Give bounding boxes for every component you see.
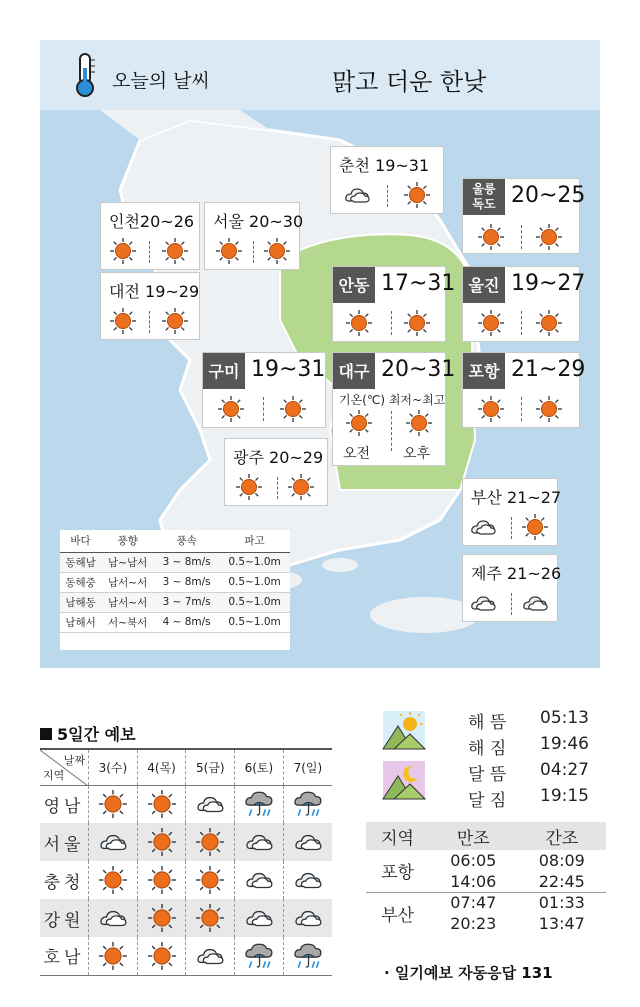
city-label: 광주 20~29 [233,448,324,467]
sun-icon [98,789,128,819]
tide-low: 13:47 [538,914,585,933]
forecast-cell [186,823,235,861]
city-tag: 울진 [463,267,505,303]
forecast-day: 6(토) [235,749,284,785]
forecast-region: 충청 [40,861,89,899]
forecast-row [40,899,332,937]
forecast-title: 5일간 예보 [40,722,136,745]
sea-conditions-table [60,530,290,650]
tide-high: 07:47 [429,892,517,913]
sun-icon [477,309,505,337]
forecast-cell [283,785,332,823]
legend-pm: 오후 [403,446,431,462]
sun-icon [147,827,177,857]
forecast-row [40,823,332,861]
sea-cell: 3 ~ 7m/s [154,592,219,612]
tide-table [366,822,606,934]
city-tag: 대구 [333,353,375,389]
city-card-ulleung-dokdo [462,178,586,254]
city-label: 춘천 19~31 [339,156,430,175]
sun-icon [287,473,315,501]
forecast-cell [283,823,332,861]
cloud-icon [195,941,225,971]
sea-row [60,592,290,612]
city-card-daegu [332,352,456,466]
sea-row [60,552,290,572]
forecast-row [40,937,332,975]
forecast-cell [89,861,138,899]
city-card-chuncheon [330,146,444,214]
cloud-icon [98,903,128,933]
cloud-icon [469,589,497,617]
forecast-region: 호남 [40,937,89,975]
five-day-forecast-table [40,748,332,976]
forecast-cell [235,899,284,937]
sun-icon [195,865,225,895]
forecast-corner: 날짜 지역 [40,749,89,785]
sun-icon [405,409,433,437]
rain-icon [244,789,274,819]
moonrise-icon [382,760,426,800]
city-card-andong [332,266,456,342]
land-island [322,558,358,572]
city-tag: 울릉 독도 [463,179,505,215]
forecast-cell [283,899,332,937]
forecast-day: 3(수) [89,749,138,785]
forecast-cell [186,785,235,823]
sea-header-row [60,530,290,552]
tide-header-row [366,822,606,850]
sun-icon [109,237,137,265]
forecast-header-row [40,749,332,785]
sun-icon [217,395,245,423]
cloud-icon [521,589,549,617]
sea-cell: 남서~서 [101,572,154,592]
forecast-row [40,861,332,899]
city-card-daejeon [100,272,200,340]
sun-icon [521,513,549,541]
temp-range: 21~29 [511,357,586,382]
forecast-cell [235,785,284,823]
legend-caption: 기온(℃) 최저~최고 [339,393,446,407]
sun-icon [109,307,137,335]
tide-header: 간조 [518,822,606,850]
sunset-row: 해 짐 19:46 [468,734,589,759]
forecast-region: 강원 [40,899,89,937]
sun-icon [147,789,177,819]
weather-map-panel [40,40,600,668]
square-bullet-icon [40,728,52,740]
rain-icon [293,789,323,819]
cloud-icon [343,181,371,209]
sun-icon [147,903,177,933]
sea-header: 풍향 [101,530,154,552]
tide-high: 06:05 [450,851,497,870]
temp-range: 19~27 [511,271,586,296]
sun-icon [535,395,563,423]
forecast-cell [137,785,186,823]
forecast-cell [186,937,235,975]
sun-icon [345,309,373,337]
sea-cell: 0.5~1.0m [219,572,290,592]
sun-icon [161,237,189,265]
city-tag: 안동 [333,267,375,303]
forecast-cell [137,861,186,899]
city-label: 서울 20~30 [213,212,304,231]
sea-cell: 동해남 [60,552,101,572]
forecast-day: 5(금) [186,749,235,785]
tide-low: 22:45 [538,871,585,891]
temp-range: 17~31 [381,271,456,296]
sea-cell: 서~북서 [101,612,154,632]
rain-icon [244,941,274,971]
city-card-busan [462,478,562,546]
sun-icon [535,309,563,337]
header-label: 오늘의 날씨 [112,70,210,92]
sea-header: 바다 [60,530,101,552]
forecast-row [40,785,332,823]
moonrise-row: 달 뜸 04:27 [468,760,589,785]
cloud-icon [244,865,274,895]
sea-cell: 남해동 [60,592,101,612]
sun-icon [263,237,291,265]
city-card-gwangju [224,438,328,506]
sunrise-icon [382,710,426,750]
sea-cell: 4 ~ 8m/s [154,612,219,632]
temp-range: 19~31 [251,357,326,382]
tide-row [366,850,606,871]
forecast-cell [283,861,332,899]
forecast-cell [235,823,284,861]
sun-icon [345,409,373,437]
forecast-cell [186,899,235,937]
cloud-icon [244,903,274,933]
forecast-cell [89,899,138,937]
sea-header: 파고 [219,530,290,552]
sea-cell: 0.5~1.0m [219,552,290,572]
sun-icon [477,395,505,423]
sea-cell: 0.5~1.0m [219,612,290,632]
temp-range: 20~25 [511,183,586,208]
forecast-cell [89,937,138,975]
cloud-icon [293,903,323,933]
tide-header: 만조 [429,822,517,850]
sea-cell: 3 ~ 8m/s [154,572,219,592]
forecast-cell [137,823,186,861]
tide-place: 포항 [381,863,414,884]
forecast-region: 영남 [40,785,89,823]
sun-icon [98,865,128,895]
tide-high: 20:23 [450,914,497,933]
city-label: 부산 21~27 [471,488,562,507]
city-label: 제주 21~26 [471,564,562,583]
city-tag: 구미 [203,353,245,389]
forecast-cell [89,823,138,861]
city-card-incheon [100,202,200,270]
tide-row [366,892,606,913]
temp-range: 20~31 [381,357,456,382]
sea-header: 풍속 [154,530,219,552]
city-tag: 포항 [463,353,505,389]
sun-icon [279,395,307,423]
sun-icon [98,941,128,971]
moonset-row: 달 짐 19:15 [468,786,589,811]
sun-icon [195,903,225,933]
forecast-day: 7(일) [283,749,332,785]
sea-cell: 0.5~1.0m [219,592,290,612]
forecast-cell [89,785,138,823]
sunrise-row: 해 뜸 05:13 [468,708,589,733]
forecast-cell [137,899,186,937]
cloud-icon [195,789,225,819]
sea-cell: 동해중 [60,572,101,592]
forecast-cell [235,937,284,975]
forecast-cell [186,861,235,899]
city-label: 대전 19~29 [109,282,200,301]
rain-icon [293,941,323,971]
forecast-cell [283,937,332,975]
sun-icon [403,181,431,209]
cloud-icon [293,827,323,857]
legend-am: 오전 [343,446,371,462]
sea-row [60,572,290,592]
sun-icon [147,941,177,971]
cloud-icon [244,827,274,857]
sea-row [60,612,290,632]
tide-place: 부산 [366,892,429,934]
tide-high: 14:06 [450,871,497,891]
sun-moon-times [380,706,600,810]
sun-icon [195,827,225,857]
tide-low: 08:09 [538,851,585,870]
sun-icon [477,223,505,251]
cloud-icon [469,513,497,541]
forecast-day: 4(목) [137,749,186,785]
thermometer-icon [72,52,98,98]
sea-cell: 남해서 [60,612,101,632]
sun-icon [161,307,189,335]
sea-cell: 남~남서 [101,552,154,572]
cloud-icon [98,827,128,857]
tide-low: 01:33 [518,892,606,913]
sea-cell: 남서~서 [101,592,154,612]
forecast-region: 서울 [40,823,89,861]
sun-icon [535,223,563,251]
sun-icon [147,865,177,895]
cloud-icon [293,865,323,895]
forecast-cell [137,937,186,975]
forecast-cell [235,861,284,899]
footer-note: · 일기예보 자동응답 131 [384,964,553,982]
city-card-gumi [202,352,326,428]
city-card-uljin [462,266,586,342]
sun-icon [403,309,431,337]
sun-icon [215,237,243,265]
header-title: 맑고 더운 한낮 [332,68,487,96]
city-label: 인천20~26 [109,212,195,231]
map-header [40,40,600,110]
sea-cell: 3 ~ 8m/s [154,552,219,572]
city-card-pohang [462,352,586,428]
city-card-jeju [462,554,562,622]
sun-icon [235,473,263,501]
city-card-seoul [204,202,304,270]
tide-header: 지역 [366,822,429,850]
